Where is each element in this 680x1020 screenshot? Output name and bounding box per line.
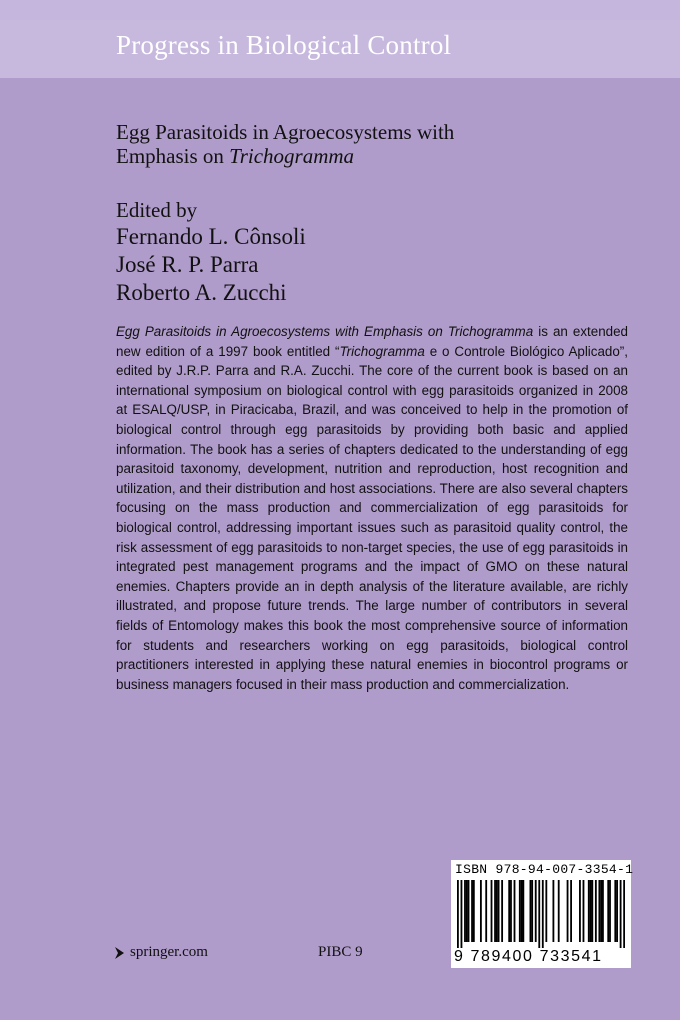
series-code: PIBC 9: [318, 944, 363, 960]
chevron-right-icon: [114, 946, 126, 960]
barcode-bar: [614, 880, 616, 942]
book-description: [116, 322, 628, 694]
barcode-bar: [620, 880, 622, 948]
series-band: [0, 20, 680, 78]
barcode-bar: [567, 880, 569, 942]
isbn-barcode: [451, 860, 634, 968]
barcode-bar: [519, 880, 521, 942]
barcode-bar: [595, 880, 597, 942]
barcode-bar: [579, 880, 581, 942]
ean-digits: 9 789400 733541: [454, 948, 603, 965]
book-title-prefix: Emphasis on: [116, 144, 230, 168]
barcode-bar: [480, 880, 482, 942]
barcode-bar: [457, 880, 459, 948]
barcode-bar: [531, 880, 533, 942]
top-stripe: [0, 0, 680, 20]
barcode-bar: [583, 880, 585, 942]
barcode-bar: [491, 880, 493, 942]
barcode-bar: [600, 880, 602, 942]
barcode-bar: [609, 880, 611, 942]
barcode-bar: [468, 880, 470, 942]
editor-list: [116, 223, 306, 307]
barcode-bar: [498, 880, 500, 942]
barcode-bar: [535, 880, 537, 942]
barcode-bar: [616, 880, 618, 942]
barcode-bar: [530, 880, 532, 942]
barcode-bar: [591, 880, 593, 942]
editor-name: Roberto A. Zucchi: [116, 280, 287, 305]
barcode-bar: [508, 880, 510, 942]
barcode-bar: [514, 880, 516, 942]
book-title-line-2: [116, 144, 454, 168]
barcode-bar: [501, 880, 503, 942]
barcode-bar: [466, 880, 468, 942]
barcode-bar: [598, 880, 600, 942]
editor-name: Fernando L. Cônsoli: [116, 224, 306, 249]
barcode-bar: [602, 880, 604, 942]
barcode-bar: [558, 880, 560, 942]
barcode-bar: [521, 880, 523, 942]
springer-link[interactable]: [114, 944, 208, 961]
barcode-bar: [473, 880, 475, 942]
barcode-bar: [471, 880, 473, 942]
book-title-line-1: Egg Parasitoids in Agroecosystems with: [116, 120, 455, 144]
barcode-bars: [457, 880, 625, 948]
edited-by-label: Edited by: [116, 198, 198, 222]
barcode-bar: [538, 880, 540, 948]
book-title-italic: Trichogramma: [229, 144, 355, 168]
barcode-bar: [588, 880, 590, 942]
barcode-bar: [522, 880, 524, 942]
barcode-bar: [570, 880, 572, 942]
publisher-url: springer.com: [130, 944, 208, 960]
barcode-bar: [510, 880, 512, 942]
isbn-text: ISBN 978-94-007-3354-1: [455, 862, 634, 877]
barcode-bar: [496, 880, 498, 942]
barcode-bar: [590, 880, 592, 942]
barcode-bar: [485, 880, 487, 942]
barcode-bar: [494, 880, 496, 942]
editor-name: José R. P. Parra: [116, 252, 259, 277]
description-italic-trichogramma: Trichogramma: [339, 343, 425, 359]
barcode-bar: [542, 880, 544, 948]
barcode-bar: [464, 880, 466, 942]
book-title: [116, 120, 454, 168]
barcode-bar: [461, 880, 463, 948]
barcode-bar: [607, 880, 609, 942]
series-title: Progress in Biological Control: [116, 30, 452, 60]
barcode-bar: [552, 880, 554, 942]
description-book-title: Egg Parasitoids in Agroecosystems with Emphasis on Trichogramma: [116, 324, 534, 339]
barcode-bar: [545, 880, 547, 942]
description-text-2: e o Controle Biológico Aplicado”, edited by J.R.P. Parra and R.A. Zucchi. The core of the current book is based on an international symposium on biological control with egg parasitoids organized in 2008 at ESALQ/USP, in Piracicaba, Brazil, and was conceived to help in the promotion of biological control through egg parasitoids by providing both basic and applied information. The book has a series of chapters dedicated to the understanding of egg parasitoid taxonomy, development, nutrition and reproduction, host recognition and utilization, and their distribution and host associations. There are also several chapters focusing on the mass production and commercialization of egg parasitoids for biological control, addressing important issues such as parasitoid quality control, the risk assessment of egg parasitoids to non-target species, the use of egg parasitoids in integrated pest management programs and the impact of GMO on these natural enemies. Chapters provide an in depth analysis of the literature available, are richly illustrated, and propose future trends. The large number of contributors in several fields of Entomology makes this book the most comprehensive source of information for students and researchers working on egg parasitoids, biological control practitioners interested in applying these natural enemies in biocontrol programs or business managers focused in their mass production and commercialization.: [116, 343, 628, 692]
barcode-bar: [623, 880, 625, 948]
description-text-1: is an extended new edition of a 1997 book entitled “: [116, 324, 628, 359]
